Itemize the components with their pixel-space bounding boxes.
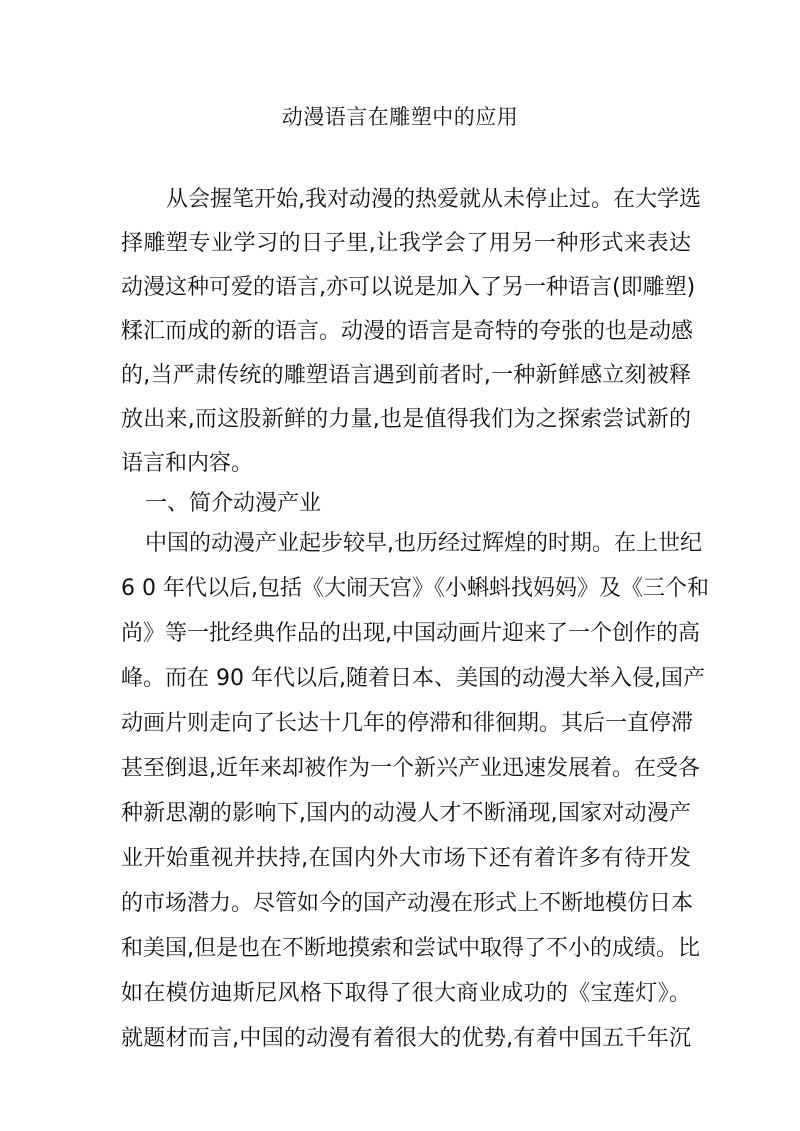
paragraph-line: 6 0 年代以后,包括《大闹天宫》《小蝌蚪找妈妈》及《三个和: [121, 576, 709, 601]
paragraph-line: 尚》等一批经典作品的出现,中国动画片迎来了一个创作的高: [121, 621, 700, 646]
paragraph-line: 放出来,而这股新鲜的力量,也是值得我们为之探索尝试新的: [121, 407, 691, 432]
paragraph-line: 业开始重视并扶持,在国内外大市场下还有着许多有待开发: [121, 846, 691, 871]
paragraph-line: 甚至倒退,近年来却被作为一个新兴产业迅速发展着。在受各: [121, 756, 700, 781]
paragraph-line: 的,当严肃传统的雕塑语言遇到前者时,一种新鲜感立刻被释: [121, 363, 691, 388]
paragraph-line: 择雕塑专业学习的日子里,让我学会了用另一种形式来表达: [121, 231, 691, 256]
paragraph-line: 种新思潮的影响下,国内的动漫人才不断涌现,国家对动漫产: [121, 801, 691, 826]
paragraph-line: 如在模仿迪斯尼风格下取得了很大商业成功的《宝莲灯》。: [121, 981, 691, 1006]
paragraph-line: 糅汇而成的新的语言。动漫的语言是奇特的夸张的也是动感: [121, 319, 694, 344]
section-heading: 一、简介动漫产业: [145, 491, 322, 516]
paragraph-line: 峰。而在 90 年代以后,随着日本、美国的动漫大举入侵,国产: [121, 666, 705, 691]
paragraph-line: 动漫这种可爱的语言,亦可以说是加入了另一种语言(即雕塑): [121, 275, 696, 300]
paragraph-line: 从会握笔开始,我对动漫的热爱就从未停止过。在大学选: [166, 187, 701, 212]
paragraph-line: 的市场潜力。尽管如今的国产动漫在形式上不断地模仿日本: [121, 891, 694, 916]
paragraph-line: 语言和内容。: [121, 451, 254, 476]
document-title: 动漫语言在雕塑中的应用: [281, 105, 519, 129]
paragraph-line: 中国的动漫产业起步较早,也历经过辉煌的时期。在上世纪: [145, 531, 702, 556]
paragraph-line: 动画片则走向了长达十几年的停滞和徘徊期。其后一直停滞: [121, 711, 694, 736]
paragraph-line: 和美国,但是也在不断地摸索和尝试中取得了不小的成绩。比: [121, 936, 700, 961]
paragraph-line: 就题材而言,中国的动漫有着很大的优势,有着中国五千年沉: [121, 1026, 691, 1051]
